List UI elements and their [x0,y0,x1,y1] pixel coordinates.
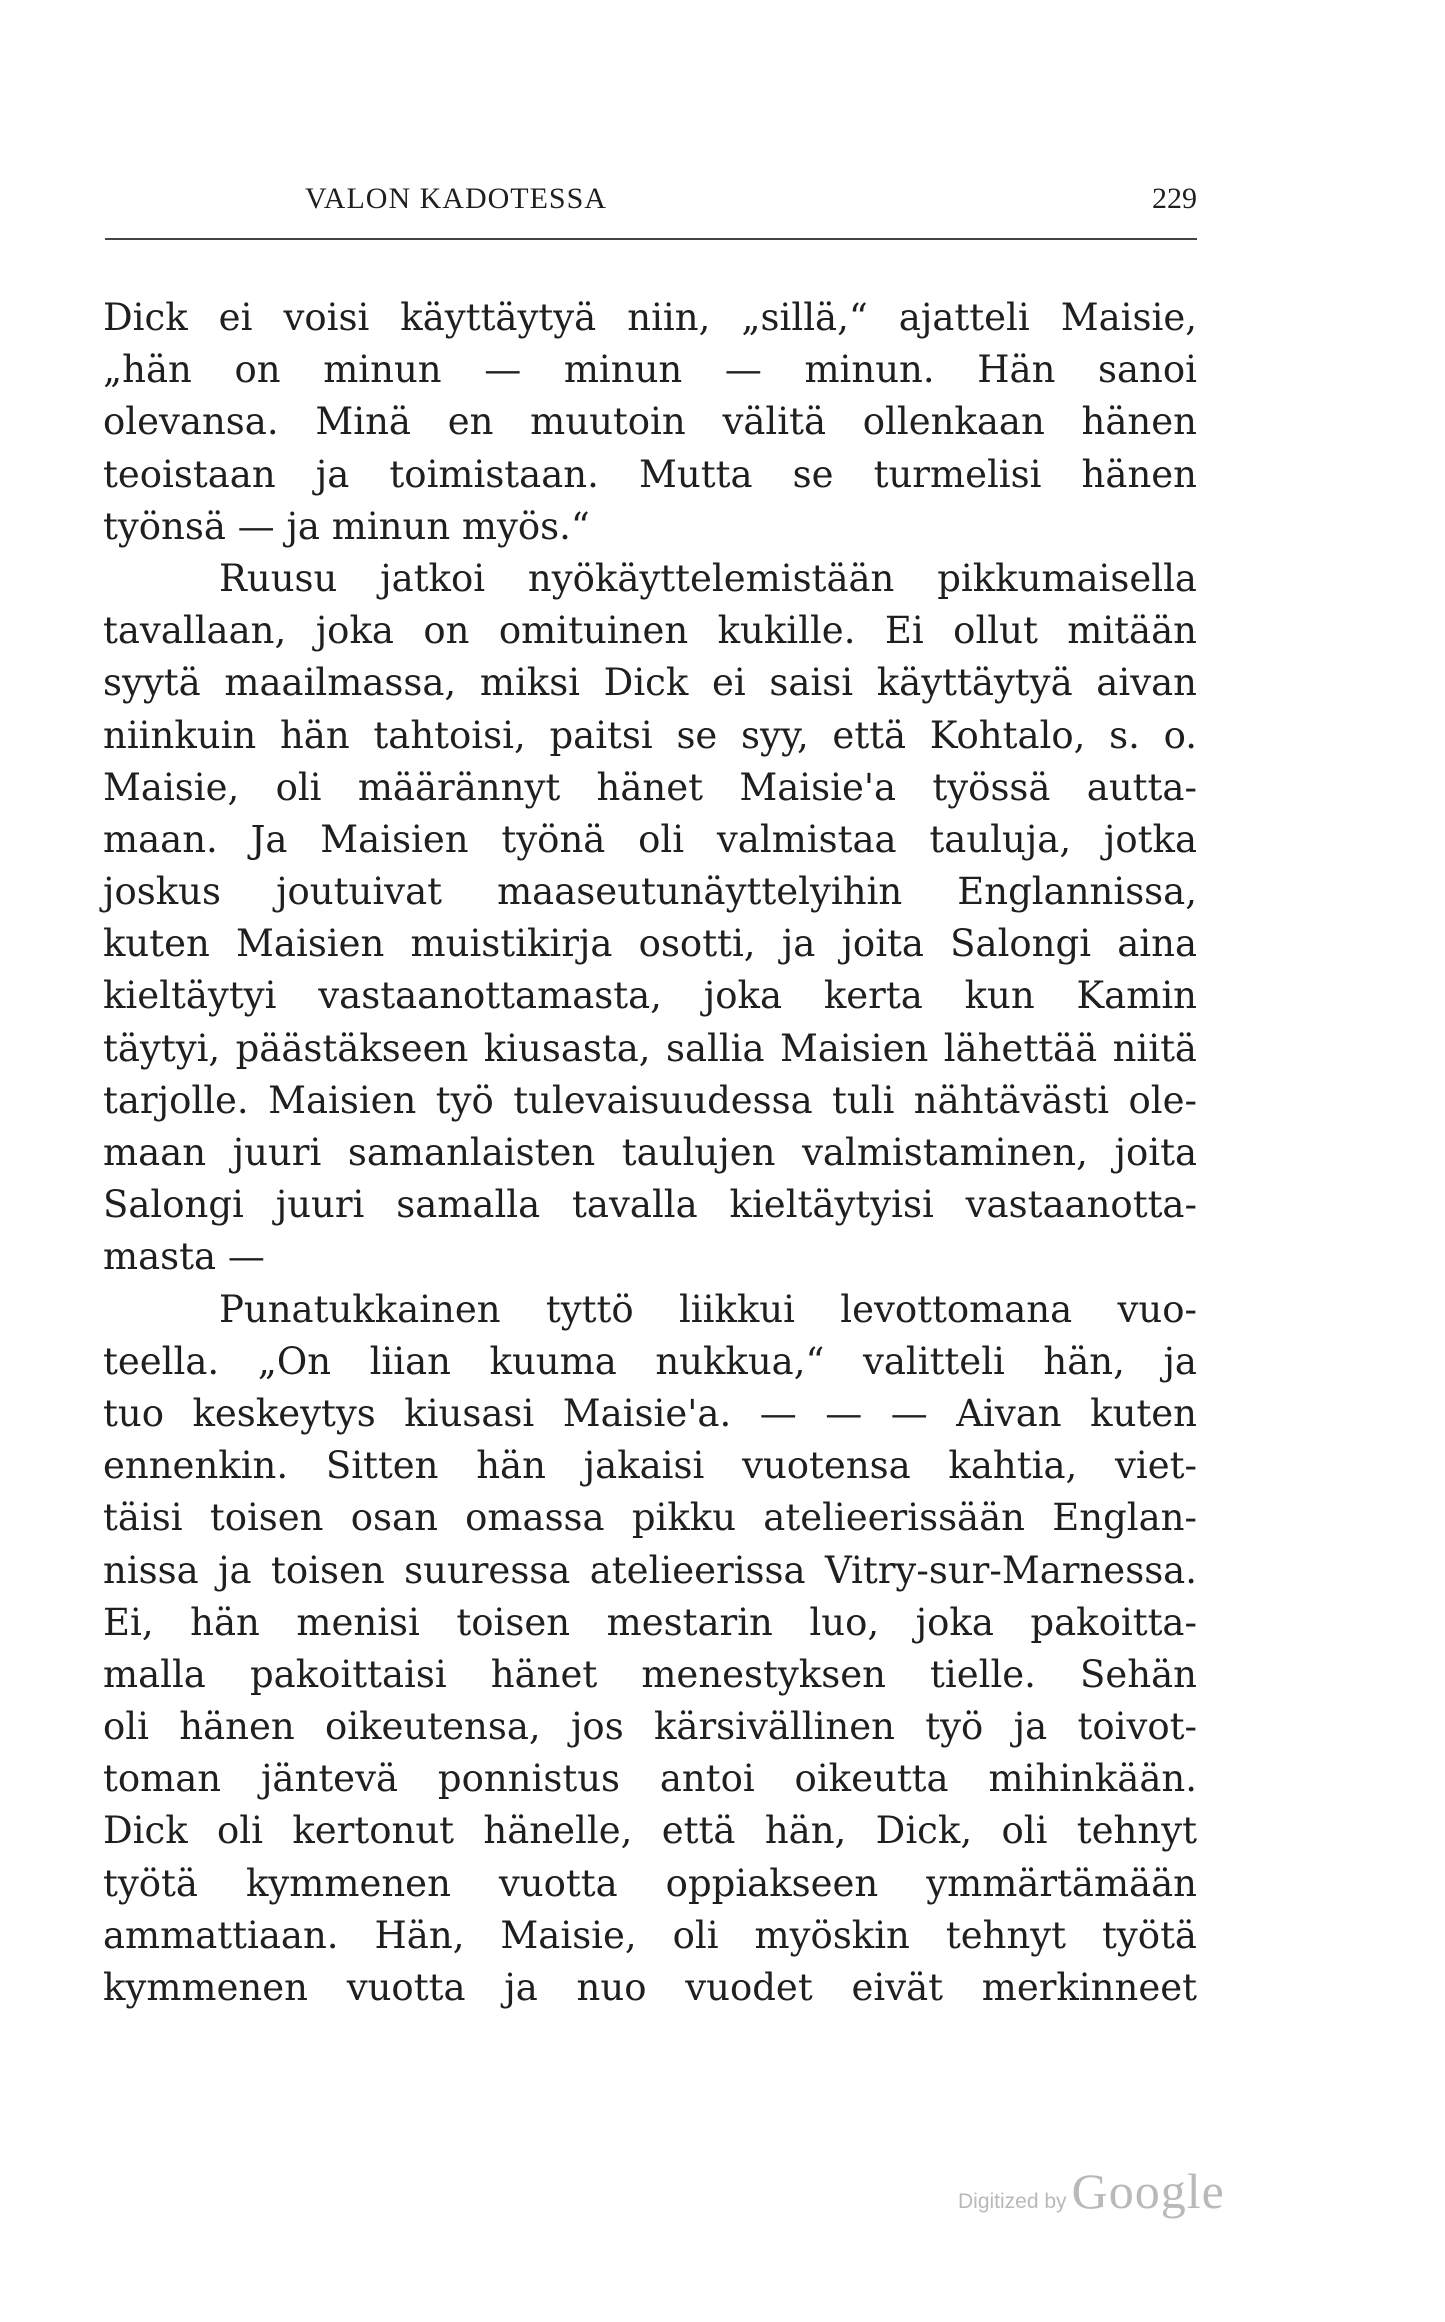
text-line: Dick ei voisi käyttäytyä niin, „sillä,“ ajatteli Maisie, [103,296,1197,339]
text-line: työtä kymmenen vuotta oppiakseen ymmärtämään [103,1861,1197,1905]
text-line: toman jäntevä ponnistus antoi oikeutta mihinkään. [103,1757,1197,1801]
text-line: niinkuin hän tahtoisi, paitsi se syy, että Kohtalo, s. o. [103,713,1197,757]
text-line: maan juuri samanlaisten taulujen valmistaminen, joita [103,1131,1197,1174]
text-line: työnsä — ja minun myös.“ [103,504,590,548]
text-line: Ei, hän menisi toisen mestarin luo, joka pakoitta- [103,1600,1197,1644]
page-number: 229 [1152,182,1197,215]
text-line: teoistaan ja toimistaan. Mutta se turmelisi hänen [103,452,1197,496]
text-line: joskus joutuivat maaseutunäyttelyihin Englannissa, [103,870,1197,914]
text-line: tuo keskeytys kiusasi Maisie'a. — — — Aivan kuten [103,1391,1197,1435]
text-line: kymmenen vuotta ja nuo vuodet eivät merkinneet [103,1966,1197,2009]
text-line: syytä maailmassa, miksi Dick ei saisi käyttäytyä aivan [103,661,1197,705]
watermark-prefix: Digitized by [958,2190,1067,2213]
text-line: Ruusu jatkoi nyökäyttelemistään pikkumaisella [219,556,1197,600]
text-line: nissa ja toisen suuressa atelieerissa Vitry-sur-Marnessa. [103,1548,1197,1592]
text-line: kuten Maisien muistikirja osotti, ja joita Salongi aina [103,922,1197,966]
page-header [105,182,1197,232]
header-rule [105,238,1197,240]
text-line: tavallaan, joka on omituinen kukille. Ei ollut mitään [103,609,1197,653]
text-line: kieltäytyi vastaanottamasta, joka kerta kun Kamin [103,974,1197,1018]
text-line: ennenkin. Sitten hän jakaisi vuotensa kahtia, viet- [103,1444,1197,1488]
text-line: tarjolle. Maisien työ tulevaisuudessa tuli nähtävästi ole- [103,1078,1197,1122]
text-line: Maisie, oli määrännyt hänet Maisie'a työssä autta- [103,765,1197,809]
text-line: olevansa. Minä en muutoin välitä ollenkaan hänen [103,400,1197,444]
text-line: malla pakoittaisi hänet menestyksen tielle. Sehän [103,1652,1197,1696]
digitized-watermark [958,2162,1225,2222]
text-line: Dick oli kertonut hänelle, että hän, Dick, oli tehnyt [103,1809,1197,1853]
text-line: Salongi juuri samalla tavalla kieltäytyisi vastaanotta- [103,1183,1197,1227]
text-line: täytyi, päästäkseen kiusasta, sallia Maisien lähettää niitä [103,1026,1197,1070]
text-line: oli hänen oikeutensa, jos kärsivällinen työ ja toivot- [103,1705,1197,1749]
text-line: Punatukkainen tyttö liikkui levottomana vuo- [219,1287,1197,1331]
body-text [103,292,1197,2014]
text-line: maan. Ja Maisien työnä oli valmistaa tauluja, jotka [103,817,1197,861]
text-line: teella. „On liian kuuma nukkua,“ valitteli hän, ja [103,1339,1197,1383]
running-head: VALON KADOTESSA [305,182,607,215]
text-line: ammattiaan. Hän, Maisie, oli myöskin tehnyt työtä [103,1913,1197,1957]
text-line: „hän on minun — minun — minun. Hän sanoi [103,348,1197,392]
text-line: täisi toisen osan omassa pikku ateliеerissään Englan- [103,1496,1197,1540]
watermark-brand: Google [1071,2163,1225,2219]
text-line: masta — [103,1235,265,1279]
